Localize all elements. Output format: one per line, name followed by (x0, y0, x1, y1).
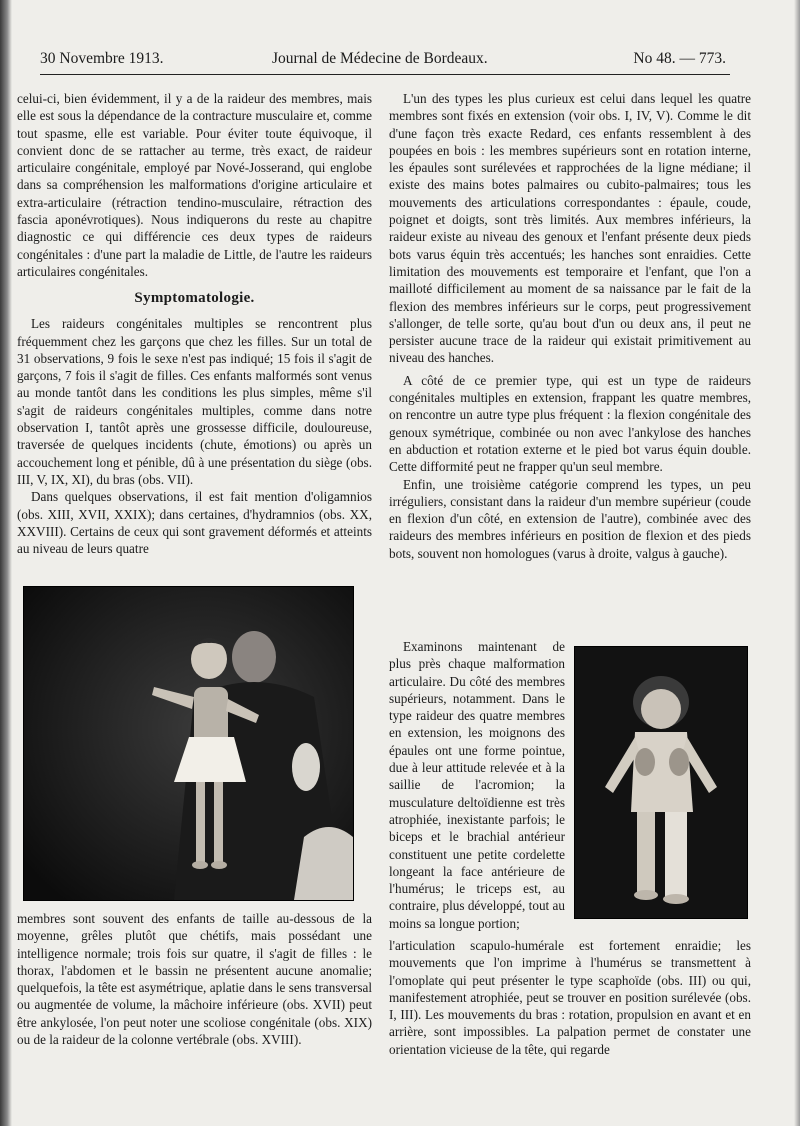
figure-photo-right (574, 646, 748, 919)
wrapped-text-block (389, 638, 565, 932)
body-paragraph: Les raideurs congénitales multiples se rencontrent plus fréquemment chez les garçons que chez les filles. Sur un total de 31 observations, 9 fois le sexe n'est pas indiqué; 15 fois il s'agit de garçons, 7 fois il s'agit de filles. Ces enfants malformés sont venus au monde tantôt dans les conditions les plus simples, même s'il s'agit de raideurs congénitales multiples, comme dans notre observation I, tantôt après une grossesse difficile, douloureuse, traversée de quelques incidents (chute, émotions) ou après un accouchement long et pénible, dû à une présentation du siège (obs. III, V, IX, XI), du bras (obs. VII). (17, 316, 372, 487)
section-heading: Symptomatologie. (134, 290, 255, 307)
header-journal-title: Journal de Médecine de Bordeaux. (272, 50, 488, 67)
header-issue-page: No 48. — 773. (633, 50, 726, 67)
body-paragraph: A côté de ce premier type, qui est un type de raideurs congénitales multiples en extension, frappant les quatre membres, on rencontre un autre type plus fréquent : la flexion congénitale des genoux symétrique, combinée ou non avec l'ankylose des hanches en abduction et rotation externe et le pied bot varus équin double. Cette difformité peut ne frapper qu'un seul membre. (389, 372, 751, 475)
page-edge-shadow (0, 0, 12, 1126)
left-column-bottom (17, 910, 372, 1048)
body-paragraph: Dans quelques observations, il est fait mention d'oligamnios (obs. XIII, XVII, XXIX); dans certaines, d'hydramnios (obs. XX, XXVIII). Certains de ceux qui sont gravement déformés et atteints au niveau de leurs quatre (17, 489, 372, 557)
body-paragraph: membres sont souvent des enfants de taille au-dessous de la moyenne, grêles plutôt que chétifs, mais possédant une intelligence normale; trois fois sur quatre, il s'agit de filles : le thorax, l'abdomen et le bassin ne présentent aucune anomalie; quelquefois, la tête est asymétrique, aplatie dans le sens transversal ou augmentée de volume, la mâchoire inférieure (obs. XVII) peut être ankylosée, l'on peut noter une scoliose congénitale (obs. XIX) ou de la raideur de la colonne vertébrale (obs. XVIII). (17, 911, 372, 1048)
right-column (389, 90, 751, 562)
child-with-adult-photo (24, 587, 353, 900)
body-paragraph: l'articulation scapulo-humérale est fortement enraidie; les mouvements que l'on imprime à l'humérus se transmettent à l'omoplate qui peut présenter le type scaphoïde (obs. III) ou qui, manifestement atrophiée, peut se trouver en position surélevée (obs. I, III). Les mouvements du bras : rotation, propulsion en avant et en arrière, sont impossibles. La palpation permet de constater une orientation vicieuse de la tête, qui regarde (389, 938, 751, 1057)
body-paragraph: Enfin, une troisième catégorie comprend les types, un peu irréguliers, consistant dans la raideur d'un membre supérieur (coude en flexion d'un côté, en extension de l'autre), combinée avec des raideurs des membres inférieurs en position de flexion et des pieds bots, souvent non homologues (varus à droite, valgus à gauche). (389, 476, 751, 561)
doll-like-child-photo (575, 647, 747, 918)
header-date: 30 Novembre 1913. (40, 50, 164, 67)
figure-photo-left (23, 586, 354, 901)
right-column-bottom (389, 937, 751, 1058)
body-paragraph: L'un des types les plus curieux est celui dans lequel les quatre membres sont fixés en extension (voir obs. I, IV, V). Comme le dit d'une façon très exacte Redard, ces enfants ressemblent à des poupées en bois : les membres supérieurs sont en rotation interne, les épaules sont surélevées et rapprochées de la ligne médiane; il existe des mains botes palmaires ou cubito-palmaires; tous les mouvements des articulations correspondantes : épaule, coude, poignet et doigts, sont très limités. Aux membres inférieurs, la raideur existe au niveau des genoux et l'enfant présente deux pieds bots varus équin très accentués; les hanches sont enraidies. Cette limitation des mouvements est temporaire et l'enfant, que l'on a mailloté difficilement au moment de sa naissance par le fait de la flexion des membres inférieurs sur le corps, peut progressivement s'allonger, de telle sorte, qu'au bout d'un ou deux ans, il peut ne persister aucune trace de la raideur qui existait primitivement au niveau des hanches. (389, 91, 751, 366)
page-edge-shadow-right (794, 0, 800, 1126)
left-column (17, 90, 372, 557)
page-header (40, 48, 730, 75)
body-paragraph: Examinons maintenant de plus près chaque malformation articulaire. Du côté des membres supérieurs, notamment. Dans le type raideur des quatre membres en extension, les moignons des épaules ont une forme pointue, due à leur attitude relevée et à la saillie de l'acromion; la musculature deltoïdienne est très atrophiée, inexistante parfois; le biceps et le brachial antérieur constituent une petite cordelette longeant la face antérieure de l'humérus; le triceps est, au contraire, plus développé, tout au moins sa longue portion; (389, 639, 565, 931)
intro-paragraph: celui-ci, bien évidemment, il y a de la raideur des membres, mais elle est sous la dépendance de la contracture musculaire et, comme tout spasme, elle est variable. Pour éviter toute équivoque, il convient donc de se rattacher au terme, très exact, de raideur articulaire congénitale, employé par Nové-Josserand, qui englobe dans sa compréhension les malformations d'origine articulaire et extra-articulaire (rétraction tendino-musculaire, rétraction des fascia aponévrotiques). Nous indiquerons du reste au chapitre diagnostic ce qui différencie ces deux types de raideurs congénitales : d'une part la maladie de Little, de l'autre les raideurs articulaires congénitales. (17, 91, 372, 279)
